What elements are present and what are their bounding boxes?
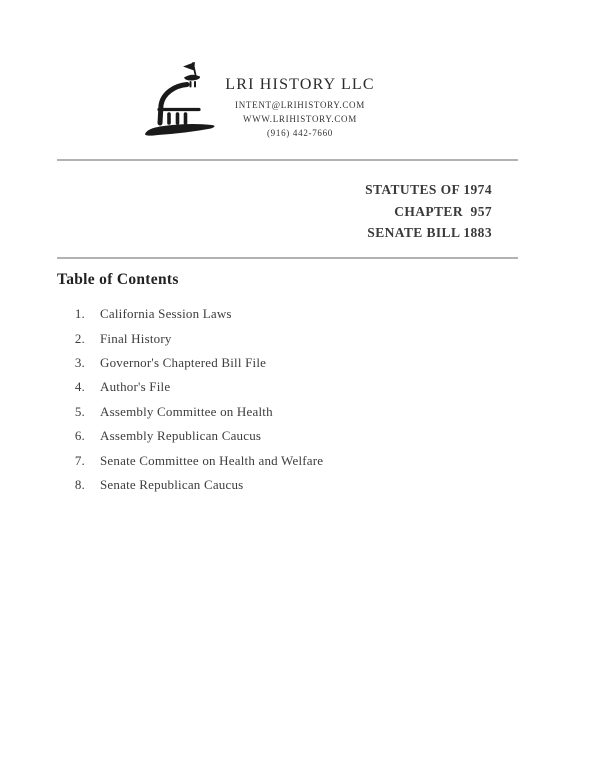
toc-item-label: Assembly Committee on Health (100, 403, 273, 419)
company-phone: (916) 442-7660 (266, 128, 334, 138)
divider-top (57, 159, 518, 161)
toc-item-label: Assembly Republican Caucus (100, 428, 262, 444)
toc-item (57, 473, 323, 497)
toc-item-number: 6. (74, 428, 85, 444)
toc-item-label: Senate Committee on Health and Welfare (100, 452, 324, 468)
company-website: WWW.LRIHISTORY.COM (243, 114, 357, 124)
toc-heading: Table of Contents (57, 271, 179, 288)
divider-bottom (57, 257, 518, 259)
toc-item-label: Final History (100, 330, 172, 346)
bill-reference (365, 179, 492, 244)
toc-item-number: 2. (74, 330, 85, 346)
company-email: INTENT@LRIHISTORY.COM (235, 100, 365, 110)
toc-item-label: Senate Republican Caucus (100, 476, 244, 492)
toc-item-number: 8. (74, 476, 85, 492)
toc-item-label: Author's File (100, 379, 171, 395)
toc-item (57, 326, 323, 350)
statutes-line: STATUTES OF 1974 (365, 182, 492, 197)
toc-item (57, 424, 323, 448)
company-name: LRI HISTORY LLC (225, 76, 375, 93)
toc-item (57, 400, 323, 424)
toc-list (57, 302, 323, 497)
toc-item-number: 5. (74, 403, 85, 419)
toc-item (57, 351, 323, 375)
toc-item-number: 1. (74, 306, 85, 322)
toc-item (57, 448, 323, 472)
toc-item-number: 7. (74, 452, 85, 468)
toc-item-label: Governor's Chaptered Bill File (100, 354, 267, 370)
letterhead (0, 75, 600, 140)
senate-bill-line: SENATE BILL 1883 (367, 225, 492, 240)
chapter-line: CHAPTER 957 (394, 203, 492, 219)
toc-item (57, 302, 323, 326)
toc-item-number: 3. (74, 354, 85, 370)
toc-item-label: California Session Laws (100, 306, 232, 322)
toc-item-number: 4. (74, 379, 85, 395)
toc-item (57, 375, 323, 399)
